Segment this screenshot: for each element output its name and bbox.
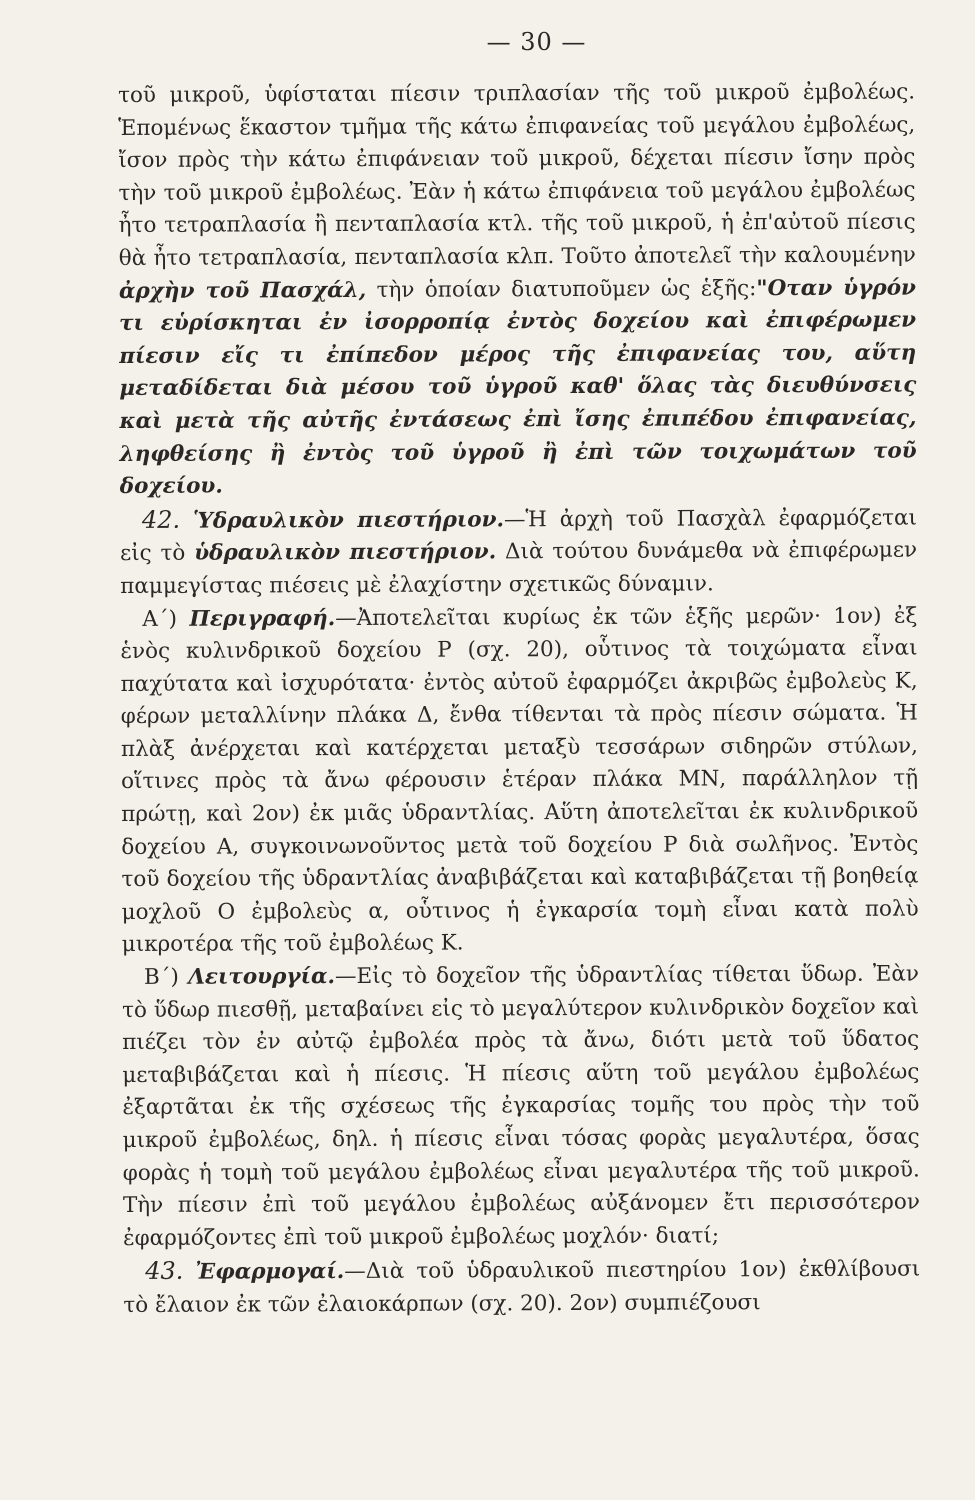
section-43 [123, 1252, 920, 1323]
body-text [118, 77, 920, 1323]
paragraph-pascal-principle [118, 77, 917, 504]
paragraph-text: —Ἀποτελεῖται κυρίως ἐκ τῶν ἑξῆς μερῶν· 1ον) ἐξ ἑνὸς κυλινδρικοῦ δοχείου Ρ (σχ. 20), οὗτινος τὰ τοιχώματα εἶναι παχύτατα καὶ ἰσχυρότατα· ἐντὸς αὐτοῦ ἐφαρμόζει ἀκριβῶς ἐμβολεὺς Κ, φέρων μεταλλίνην πλάκα Δ, ἔνθα τίθενται τὰ πρὸς πίεσιν σώματα. Ἡ πλὰξ ἀνέρχεται καὶ κατέρχεται μεταξὺ τεσσάρων σιδηρῶν στύλων, οἵτινες πρὸς τὰ ἄνω φέρουσιν ἑτέραν πλάκα ΜΝ, παράλληλον τῇ πρώτῃ, καὶ 2ον) ἐκ μιᾶς ὑδραντλίας. Αὕτη ἀποτελεῖται ἐκ κυλινδρικοῦ δοχείου Α, συγκοινωνοῦντος μετὰ τοῦ δοχείου Ρ διὰ σωλῆνος. Ἐντὸς τοῦ δοχείου τῆς ὑδραντλίας ἀναβιβάζεται καὶ καταβιβάζεται τῇ βοηθείᾳ μοχλοῦ Ο ἐμβολεὺς α, οὗτινος ἡ ἐγκαρσία τομὴ εἶναι κατὰ πολὺ μικροτέρα τῆς τοῦ ἐμβολέως Κ. [120, 603, 919, 958]
paragraph-text: τὴν ὁποίαν διατυποῦμεν ὡς ἑξῆς: [366, 275, 757, 303]
paragraph-text: Διὰ τούτου δυνάμεθα νὰ ἐπιφέρωμεν παμμεγίστας πιέσεις μὲ ἐλαχίστην σχετικῶς δύναμιν. [120, 537, 918, 599]
section-42 [120, 500, 917, 603]
pascal-principle-statement: "Οταν ὑγρόν τι εὑρίσκηται ἐν ἰσορροπίᾳ ἐντὸς δοχείου καὶ ἐπιφέρωμεν πίεσιν εἴς τι ἐπίπεδον μέρος τῆς ἐπιφανείας του, αὕτη μεταδίδεται διὰ μέσου τοῦ ὑγροῦ καθ' ὅλας τὰς διευθύνσεις καὶ μετὰ τῆς αὐτῆς ἐντάσεως ἐπὶ ἴσης ἐπιπέδου ἐπιφανείας, ληφθείσης ἢ ἐντὸς τοῦ ὑγροῦ ἢ ἐπὶ τῶν τοιχωμάτων τοῦ δοχείου. [119, 275, 917, 500]
section-number: 42. [141, 505, 181, 534]
subsection-operation [122, 959, 920, 1256]
subsection-heading: Περιγραφή. [189, 605, 336, 632]
page-number: — 30 — [486, 28, 587, 56]
paragraph-text: —Ἡ ἀρχὴ τοῦ Πασχὰλ ἐφαρμόζεται εἰς τὸ [120, 505, 917, 567]
paragraph-text: —Εἰς τὸ δοχεῖον τῆς ὑδραντλίας τίθεται ὕδωρ. Ἐὰν τὸ ὕδωρ πιεσθῇ, μεταβαίνει εἰς τὸ μεγαλύτερον κυλινδρικὸν δοχεῖον καὶ πιέζει τὸν ἐν αὐτῷ ἐμβολέα πρὸς τὰ ἄνω, διότι μετὰ τοῦ ὕδατος μεταβιβάζεται καὶ ἡ πίεσις. Ἡ πίεσις αὕτη τοῦ μεγάλου ἐμβολέως ἐξαρτᾶται ἐκ τῆς σχέσεως τῆς ἐγκαρσίας τομῆς του πρὸς τὴν τοῦ μικροῦ ἐμβολέως, δηλ. ἡ πίεσις εἶναι τόσας φορὰς μεγαλυτέρα, ὅσας φορὰς ἡ τομὴ τοῦ μεγάλου ἐμβολέως εἶναι μεγαλυτέρα τῆς τοῦ μικροῦ. Τὴν πίεσιν ἐπὶ τοῦ μεγάλου ἐμβολέως αὐξάνομεν ἔτι περισσότερον ἐφαρμόζοντες ἐπὶ τοῦ μικροῦ ἐμβολέως μοχλόν· διατί; [122, 961, 920, 1251]
hydraulic-press-term: ὑδραυλικὸν πιεστήριον. [194, 539, 497, 566]
subsection-description [120, 600, 919, 962]
pascal-principle-term: ἀρχὴν τοῦ Πασχάλ, [118, 277, 367, 304]
paragraph-text: —Διὰ τοῦ ὑδραυλικοῦ πιεστηρίου 1ον) ἐκθλίβουσι τὸ ἔλαιον ἐκ τῶν ἐλαιοκάρπων (σχ. 20). 2ον) συμπιέζουσι [123, 1256, 921, 1318]
subsection-heading: Λειτουργία. [188, 964, 336, 990]
subsection-label: Β΄) [143, 964, 179, 990]
section-heading: Ὑδραυλικὸν πιεστήριον. [192, 507, 505, 534]
section-number: 43. [145, 1257, 184, 1286]
subsection-label: Α΄) [142, 606, 178, 632]
paragraph-text: τοῦ μικροῦ, ὑφίσταται πίεσιν τριπλασίαν τῆς τοῦ μικροῦ ἐμβολέως. Ἑπομένως ἕκαστον τμῆμα τῆς κάτω ἐπιφανείας τοῦ μεγάλου ἐμβολέως, ἴσον πρὸς τὴν κάτω ἐπιφάνειαν τοῦ μικροῦ, δέχεται πίεσιν ἴσην πρὸς τὴν τοῦ μικροῦ ἐμβολέως. Ἐὰν ἡ κάτω ἐπιφάνεια τοῦ μεγάλου ἐμβολέως ἦτο τετραπλασία ἢ πενταπλασία κτλ. τῆς τοῦ μικροῦ, ἡ ἐπ'αὐτοῦ πίεσις θὰ ἦτο τετραπλασία, πενταπλασία κλπ. Τοῦτο ἀποτελεῖ τὴν καλουμένην [118, 79, 916, 271]
section-heading: Ἐφαρμογαί. [195, 1259, 345, 1286]
